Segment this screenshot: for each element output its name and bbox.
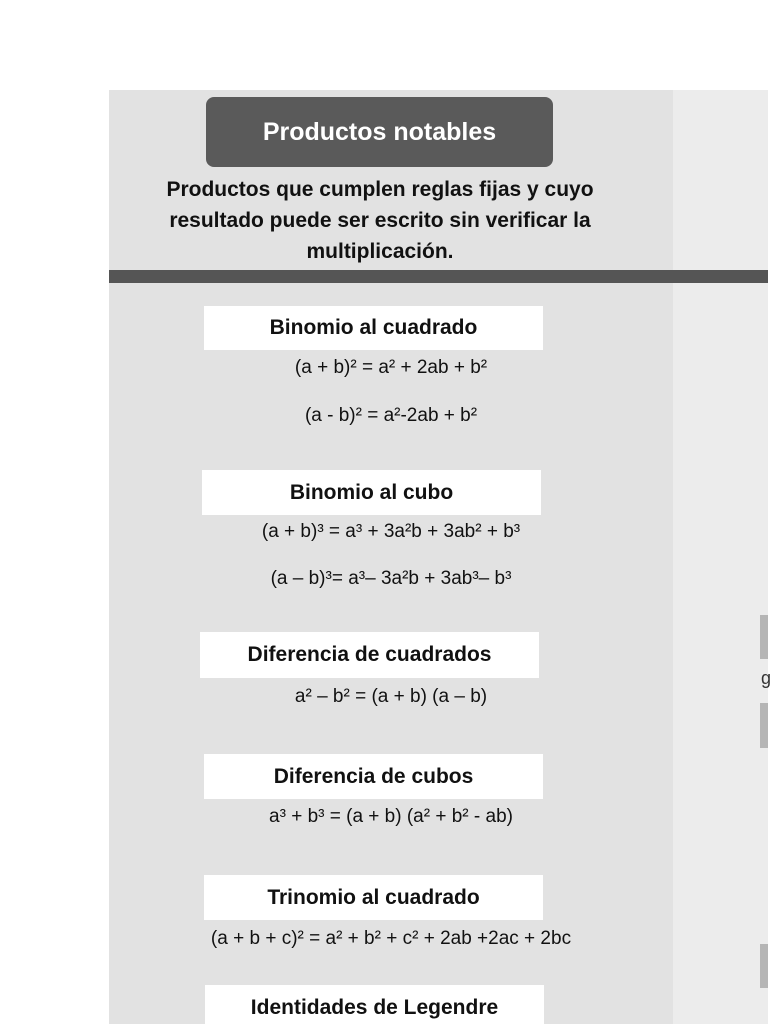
- section-title-box: [204, 754, 543, 799]
- section-title: Binomio al cuadrado: [269, 316, 478, 339]
- section-title-box: [204, 875, 543, 920]
- section-title: Diferencia de cubos: [273, 764, 474, 788]
- section-title: Diferencia de cuadrados: [247, 643, 492, 666]
- section-title: Trinomio al cuadrado: [267, 885, 480, 909]
- page-title: Productos notables: [262, 117, 497, 146]
- subtitle-line: resultado puede ser escrito sin verificar la: [169, 209, 591, 232]
- formula: (a – b)³= a³– 3a²b + 3ab³– b³: [270, 568, 512, 589]
- section-title: Identidades de Legendre: [250, 996, 499, 1019]
- subtitle: [130, 174, 630, 267]
- right-edge-block: [760, 944, 768, 988]
- formula: (a + b)³ = a³ + 3a²b + 3ab² + b³: [261, 521, 521, 542]
- section-title: Binomio al cubo: [289, 480, 454, 504]
- right-panel: [673, 90, 768, 1024]
- section-title-box: [204, 306, 543, 350]
- divider-rule: [109, 270, 768, 283]
- formula: (a + b)² = a² + 2ab + b²: [294, 357, 488, 378]
- subtitle-line: Productos que cumplen reglas fijas y cuyo: [166, 178, 594, 201]
- section-title-box: [202, 470, 541, 515]
- subtitle-line: multiplicación.: [306, 240, 454, 263]
- right-edge-block: [760, 703, 768, 748]
- right-edge-block: [760, 615, 768, 659]
- right-edge-glyph: g: [761, 668, 771, 688]
- formula: a³ + b³ = (a + b) (a² + b² - ab): [269, 806, 513, 827]
- formula: (a - b)² = a²-2ab + b²: [304, 405, 478, 426]
- section-title-box: [205, 985, 544, 1031]
- formula: (a + b + c)² = a² + b² + c² + 2ab +2ac + 2bc: [210, 928, 572, 949]
- section-title-box: [200, 632, 539, 678]
- title-box: [206, 97, 553, 167]
- formula: a² – b² = (a + b) (a – b): [294, 686, 488, 707]
